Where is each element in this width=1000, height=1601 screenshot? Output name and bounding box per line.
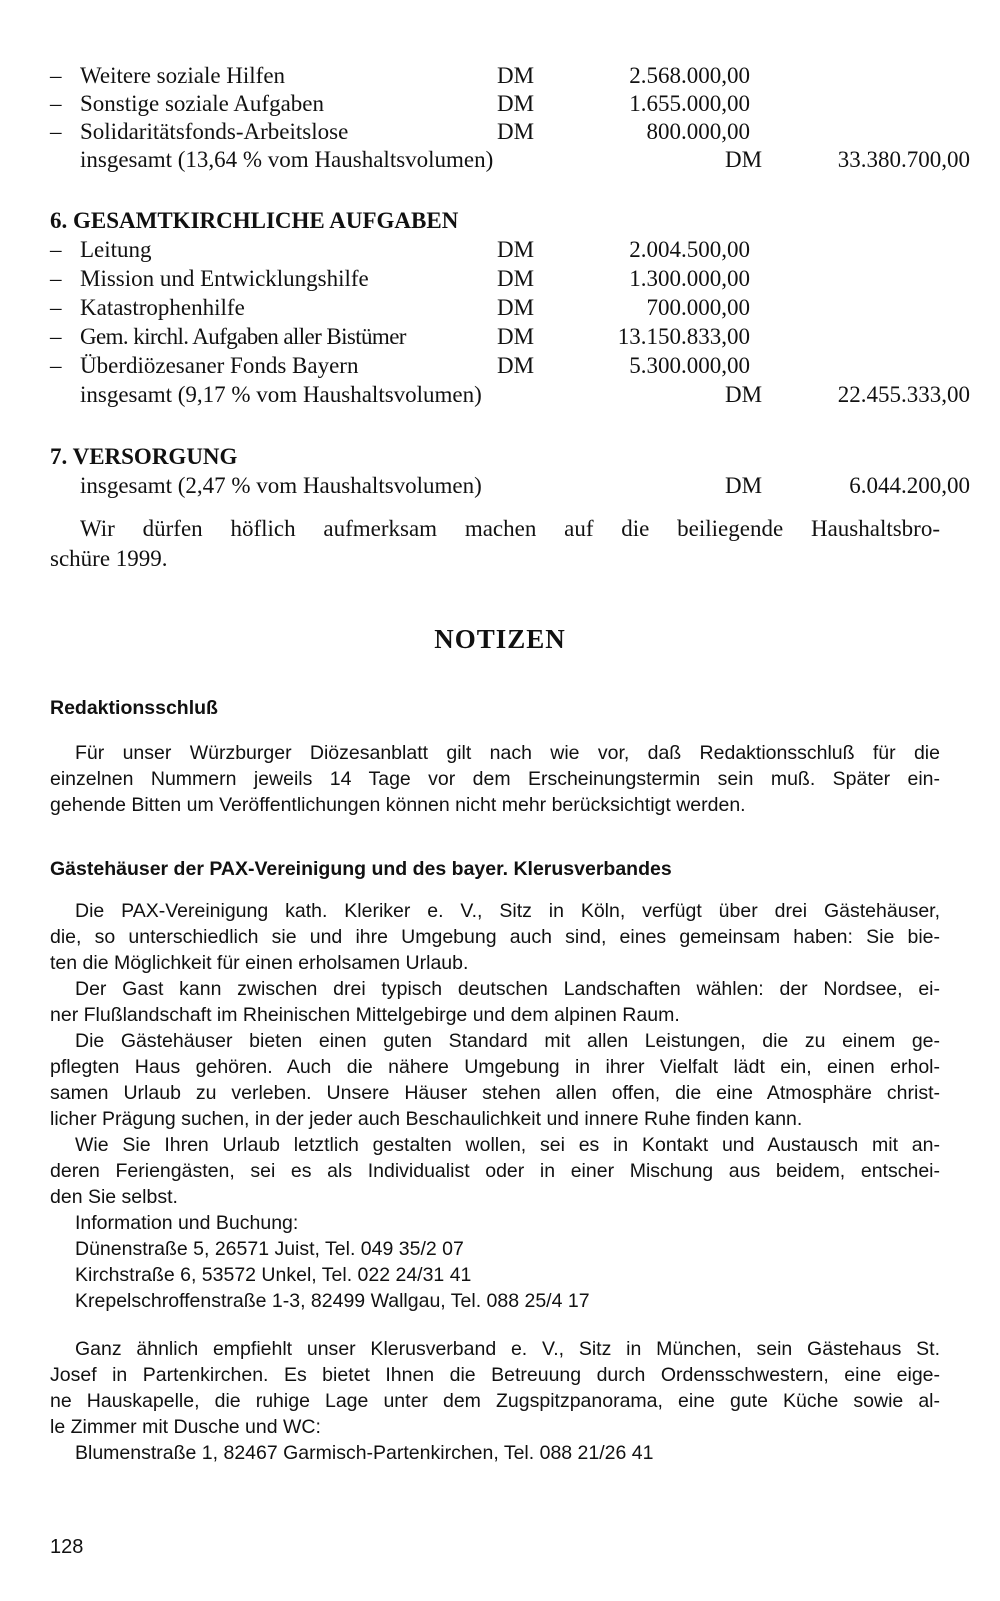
budget-amount: 800.000,00 — [646, 119, 750, 144]
section-heading: 7. VERSORGUNG — [50, 444, 238, 469]
budget-amount: 2.568.000,00 — [629, 63, 750, 88]
total-amount: 22.455.333,00 — [837, 382, 970, 407]
gaeste-heading: Gästehäuser der PAX-Vereinigung und des bayer. Klerusverbandes — [50, 858, 672, 880]
budget-amount: 1.655.000,00 — [629, 91, 750, 116]
currency: DM — [497, 353, 535, 378]
total-amount: 33.380.700,00 — [837, 147, 970, 172]
budget-label: Solidaritätsfonds-Arbeitslose — [80, 119, 349, 144]
klerus-paragraph: Ganz ähnlich empfiehlt unser Klerusverband e. V., Sitz in München, sein Gästehaus St. Josef in Partenkirchen. Es bietet Ihnen die Betreuung durch Ordensschwestern, eine eige- ne Hauskapelle, die ruhige Lage unter dem Zugspitzpanorama, eine gute Küche sowie al- le Zimmer mit Dusche und WC: Blumenstraße 1, 82467 Garmisch-Partenkirchen, Tel. 088 21/26 41 — [50, 1338, 940, 1464]
currency: DM — [725, 473, 763, 498]
currency: DM — [497, 295, 535, 320]
budget-amount: 2.004.500,00 — [629, 237, 750, 262]
budget-amount: 5.300.000,00 — [629, 353, 750, 378]
total-label: insgesamt (13,64 % vom Haushaltsvolumen) — [80, 147, 494, 172]
budget-label: Leitung — [80, 237, 152, 262]
currency: DM — [497, 119, 535, 144]
brochure-note: Wir dürfen höflich aufmerksam machen auf die beiliegende Haushaltsbro- schüre 1999. — [50, 516, 940, 571]
currency: DM — [497, 266, 535, 291]
total-label: insgesamt (2,47 % vom Haushaltsvolumen) — [80, 473, 482, 498]
total-label: insgesamt (9,17 % vom Haushaltsvolumen) — [80, 382, 482, 407]
currency: DM — [497, 63, 535, 88]
notes-title: NOTIZEN — [434, 624, 566, 654]
budget-label: Weitere soziale Hilfen — [80, 63, 286, 88]
currency: DM — [497, 91, 535, 116]
budget-label: Überdiözesaner Fonds Bayern — [80, 353, 359, 378]
budget-amount: 700.000,00 — [646, 295, 750, 320]
currency: DM — [725, 382, 763, 407]
budget-label: Sonstige soziale Aufgaben — [80, 91, 325, 116]
section-heading: 6. GESAMTKIRCHLICHE AUFGABEN — [50, 208, 459, 233]
currency: DM — [497, 324, 535, 349]
document-page: – Weitere soziale Hilfen DM 2.568.000,00 – Sonstige soziale Aufgaben DM 1.655.000,00 – Solidaritätsfonds-Arbeitslose DM 800.000,00 insgesamt (13,64 % vom Haushaltsvolumen) DM 33.380.700,00 6. GESAMTKIRCHLICHE AUFGABEN – Leitung DM 2.004.500,00 – Mission und Entwicklungshilfe DM 1.300.000,00 – Katastrophenhilfe DM 700.000,00 – Gem. kirchl. Aufgaben aller Bistümer DM 13.150.833,00 – Überdiözesaner Fonds Bayern DM 5.300.000,00 insgesamt (9,17 % vom Haushaltsvolumen) DM 22.455.333,00 7. VERSORGUNG insgesamt (2,47 % vom Haushaltsvolumen) DM 6.044.200,00 Wir dürfen höflich aufmerksam machen auf die beiliegende Haushaltsbro- schüre 1999. NOTIZEN Redaktionsschluß Für unser Würzburger Diözesanblatt gilt nach wie vor, daß Redaktionsschluß für die einzelnen Nummern jeweils 14 Tage vor dem Erscheinungstermin sein muß. Später ein- gehende Bitten um Veröffentlichungen können nicht mehr berücksichtigt werden. Gästehäuser der PAX-Vereinigung und des bayer. Klerusverbandes Die PAX-Vereinigung kath. Kleriker e. V., Sitz in Köln, verfügt über drei Gästehäuser, die, so unterschiedlich sie und ihre Umgebung auch sind, eines gemeinsam haben: Sie bie- ten die Möglichkeit für einen erholsamen Urlaub. Der Gast kann zwischen drei typisch deutschen Landschaften wählen: der Nordsee, ei- ner Flußlandschaft im Rheinischen Mittelgebirge und dem alpinen Raum. Die Gästehäuser bieten einen guten Standard mit allen Leistungen, die zu einem ge- pflegten Haus gehören. Auch die nähere Umgebung in ihrer Vielfalt lädt ein, einen erhol- samen Urlaub zu verleben. Unsere Häuser stehen allen offen, die eine Atmosphäre christ- licher Prägung suchen, in der jeder auch Beschaulichkeit und innere Ruhe finden kann. Wie Sie Ihren Urlaub letztlich gestalten wollen, sei es in Kontakt und Austausch mit an- deren Feriengästen, sei es als Individualist oder in einer Mischung aus beidem, entschei- den Sie selbst. Information und Buchung: Dünenstraße 5, 26571 Juist, Tel. 049 35/2 07 Kirchstraße 6, 53572 Unkel, Tel. 022 24/31 41 Krepelschroffenstraße 1-3, 82499 Wallgau, Tel. 088 25/4 17 Ganz ähnlich empfiehlt unser Klerusverband e. V., Sitz in München, sein Gästehaus St. Josef in Partenkirchen. Es bietet Ihnen die Betreuung durch Ordensschwestern, eine eige- ne Hauskapelle, die ruhige Lage unter dem Zugspitzpanorama, eine gute Küche sowie al- le Zimmer mit Dusche und WC: Blumenstraße 1, 82467 Garmisch-Partenkirchen, Tel. 088 21/26 41 128 — [0, 0, 1000, 1601]
gaeste-paragraph: Die PAX-Vereinigung kath. Kleriker e. V., Sitz in Köln, verfügt über drei Gästehäuser, die, so unterschiedlich sie und ihre Umgebung auch sind, eines gemeinsam haben: Sie bie- ten die Möglichkeit für einen erholsamen Urlaub. Der Gast kann zwischen drei typisch deutschen Landschaften wählen: der Nordsee, ei- ner Flußlandschaft im Rheinischen Mittelgebirge und dem alpinen Raum. Die Gästehäuser bieten einen guten Standard mit allen Leistungen, die zu einem ge- pflegten Haus gehören. Auch die nähere Umgebung in ihrer Vielfalt lädt ein, einen erhol- samen Urlaub zu verleben. Unsere Häuser stehen allen offen, die eine Atmosphäre christ- licher Prägung suchen, in der jeder auch Beschaulichkeit und innere Ruhe finden kann. Wie Sie Ihren Urlaub letztlich gestalten wollen, sei es in Kontakt und Austausch mit an- deren Feriengästen, sei es als Individualist oder in einer Mischung aus beidem, entschei- den Sie selbst. Information und Buchung: Dünenstraße 5, 26571 Juist, Tel. 049 35/2 07 Kirchstraße 6, 53572 Unkel, Tel. 022 24/31 41 Krepelschroffenstraße 1-3, 82499 Wallgau, Tel. 088 25/4 17 — [50, 900, 940, 1312]
redaktion-paragraph: Für unser Würzburger Diözesanblatt gilt nach wie vor, daß Redaktionsschluß für die einzelnen Nummern jeweils 14 Tage vor dem Erscheinungstermin sein muß. Später ein- gehende Bitten um Veröffentlichungen können nicht mehr berücksichtigt werden. — [50, 742, 940, 816]
budget-label: Katastrophenhilfe — [80, 295, 245, 320]
currency: DM — [725, 147, 763, 172]
currency: DM — [497, 237, 535, 262]
budget-label: Mission und Entwicklungshilfe — [80, 266, 369, 291]
page-number: 128 — [50, 1536, 84, 1558]
budget-amount: 13.150.833,00 — [617, 324, 750, 349]
redaktion-heading: Redaktionsschluß — [50, 697, 218, 719]
budget-amount: 1.300.000,00 — [629, 266, 750, 291]
budget-label: Gem. kirchl. Aufgaben aller Bistümer — [80, 324, 406, 349]
total-amount: 6.044.200,00 — [849, 473, 970, 498]
